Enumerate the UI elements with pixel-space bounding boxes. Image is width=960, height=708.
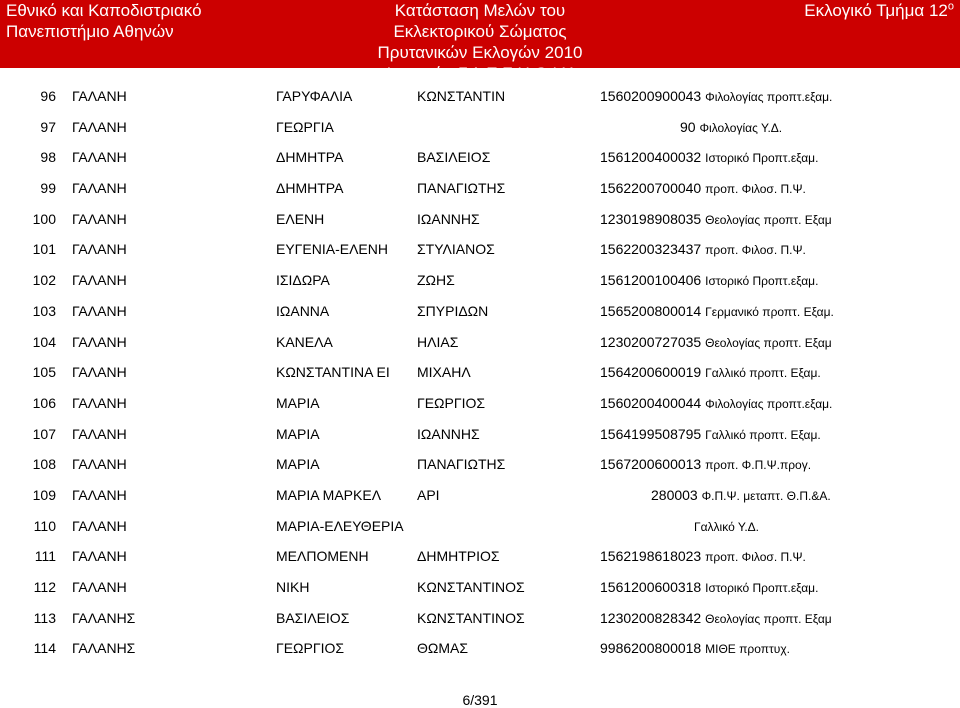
surname-cell: ΓΑΛΑΝΗ — [72, 486, 127, 503]
department: Ιστορικό Προπτ.εξαμ. — [705, 151, 819, 166]
surname-cell: ΓΑΛΑΝΗΣ — [72, 609, 136, 626]
registration-cell — [600, 456, 811, 473]
registration-cell — [600, 426, 821, 443]
student-id: 9986200800018 — [600, 640, 702, 657]
table-row — [0, 82, 960, 113]
first-name-cell: ΜΑΡΙΑ ΜΑΡΚΕΛ — [276, 486, 382, 503]
student-id: 1230200828342 — [600, 609, 702, 626]
department: Γερμανικό προπτ. Εξαμ. — [705, 304, 834, 319]
student-id: 1561200600318 — [600, 579, 702, 595]
surname-cell: ΓΑΛΑΝΗ — [72, 241, 127, 258]
registration-cell — [600, 640, 790, 657]
father-name-cell: ΘΩΜΑΣ — [417, 640, 469, 657]
registration-cell — [694, 518, 759, 535]
registration-cell — [600, 211, 832, 228]
department: προπ. Φιλοσ. Π.Ψ. — [705, 243, 806, 258]
father-name-cell: ΔΗΜΗΤΡΙΟΣ — [417, 548, 500, 565]
registration-cell — [600, 272, 818, 289]
first-name-cell: ΚΑΝΕΛΑ — [276, 333, 333, 350]
title-line1: Κατάσταση Μελών του — [394, 1, 566, 20]
registration-cell — [651, 487, 831, 504]
row-number: 107 — [32, 425, 56, 442]
university-name-line2: Πανεπιστήμιο Αθηνών — [6, 22, 174, 41]
student-id: 1562200323437 — [600, 241, 702, 258]
registration-cell — [600, 548, 806, 565]
table-row — [0, 174, 960, 205]
registration-cell — [600, 88, 832, 105]
surname-cell: ΓΑΛΑΝΗ — [72, 425, 127, 442]
department: Θεολογίας προπτ. Εξαμ — [705, 611, 832, 626]
surname-cell: ΓΑΛΑΝΗ — [72, 548, 127, 565]
registration-cell — [680, 119, 782, 136]
father-name-cell: ΚΩΝΣΤΑΝΤΙΝ — [417, 88, 506, 104]
row-number: 113 — [33, 609, 56, 626]
student-id: 1567200600013 — [600, 456, 702, 473]
registration-cell — [600, 364, 821, 381]
student-id: 1562198618023 — [600, 548, 702, 565]
document-title — [330, 0, 630, 84]
title-line2: Εκλεκτορικού Σώματος — [393, 22, 567, 41]
department: Φιλολογίας προπτ.εξαμ. — [705, 90, 833, 104]
surname-cell: ΓΑΛΑΝΗ — [72, 579, 127, 595]
first-name-cell: ΜΑΡΙΑ — [276, 425, 320, 442]
registration-cell — [600, 303, 834, 320]
student-id: 1564199508795 — [600, 425, 702, 442]
father-name-cell: ΠΑΝΑΓΙΩΤΗΣ — [417, 456, 506, 473]
surname-cell: ΓΑΛΑΝΗ — [72, 394, 127, 411]
row-number: 108 — [32, 456, 56, 473]
first-name-cell: ΕΥΓΕΝΙΑ-ΕΛΕΝΗ — [276, 241, 388, 258]
first-name-cell: ΒΑΣΙΛΕΙΟΣ — [276, 609, 350, 626]
surname-cell: ΓΑΛΑΝΗ — [72, 272, 127, 289]
student-id: 90 — [680, 118, 696, 135]
voter-list — [0, 82, 960, 665]
table-row — [0, 420, 960, 451]
table-row — [0, 634, 960, 665]
row-number: 105 — [32, 364, 56, 381]
first-name-cell: ΙΣΙΔΩΡΑ — [276, 272, 330, 289]
father-name-cell: ΣΠΥΡΙΔΩΝ — [417, 302, 489, 319]
department: Γαλλικό προπτ. Εξαμ. — [705, 427, 821, 442]
table-row — [0, 143, 960, 174]
registration-cell — [600, 149, 818, 166]
first-name-cell: ΔΗΜΗΤΡΑ — [276, 149, 344, 166]
row-number: 99 — [40, 180, 56, 197]
first-name-cell: ΝΙΚΗ — [276, 579, 310, 595]
surname-cell: ΓΑΛΑΝΗ — [72, 88, 127, 104]
surname-cell: ΓΑΛΑΝΗ — [72, 517, 127, 534]
row-number: 101 — [32, 241, 56, 258]
first-name-cell: ΜΑΡΙΑ — [276, 394, 320, 411]
department: Φιλολογίας προπτ.εξαμ. — [705, 396, 833, 411]
first-name-cell: ΓΕΩΡΓΙΟΣ — [276, 640, 344, 657]
table-row — [0, 573, 960, 604]
student-id: 1560200900043 — [600, 88, 702, 104]
surname-cell: ΓΑΛΑΝΗ — [72, 118, 127, 135]
row-number: 109 — [32, 486, 56, 503]
father-name-cell: ΗΛΙΑΣ — [417, 333, 459, 350]
surname-cell: ΓΑΛΑΝΗ — [72, 456, 127, 473]
first-name-cell: ΓΑΡΥΦΑΛΙΑ — [276, 88, 353, 104]
row-number: 96 — [40, 88, 56, 104]
first-name-cell: ΙΩΑΝΝΑ — [276, 302, 330, 319]
surname-cell: ΓΑΛΑΝΗΣ — [72, 640, 136, 657]
table-row — [0, 235, 960, 266]
father-name-cell: ΣΤΥΛΙΑΝΟΣ — [417, 241, 495, 258]
registration-cell — [600, 395, 832, 412]
father-name-cell: ΙΩΑΝΝΗΣ — [417, 210, 480, 227]
registration-cell — [600, 579, 818, 596]
electoral-section-ordinal: ο — [947, 0, 954, 13]
university-name — [6, 0, 202, 42]
department: Ιστορικό Προπτ.εξαμ. — [705, 581, 819, 595]
electoral-section-label: Εκλογικό Τμήμα 12 — [804, 1, 948, 20]
department: προπ. Φιλοσ. Π.Ψ. — [705, 182, 806, 197]
department: Γαλλικό προπτ. Εξαμ. — [705, 366, 821, 381]
first-name-cell: ΕΛΕΝΗ — [276, 210, 325, 227]
electoral-section — [804, 0, 954, 21]
row-number: 111 — [34, 548, 56, 565]
table-row — [0, 266, 960, 297]
first-name-cell: ΜΑΡΙΑ-ΕΛΕΥΘΕΡΙΑ — [276, 517, 404, 534]
table-row — [0, 481, 960, 512]
surname-cell: ΓΑΛΑΝΗ — [72, 149, 127, 166]
first-name-cell: ΜΕΛΠΟΜΕΝΗ — [276, 548, 369, 565]
row-number: 104 — [32, 333, 56, 350]
table-row — [0, 389, 960, 420]
title-line3: Πρυτανικών Εκλογών 2010 — [377, 43, 583, 62]
surname-cell: ΓΑΛΑΝΗ — [72, 210, 127, 227]
department: Θεολογίας προπτ. Εξαμ — [705, 212, 832, 227]
table-row — [0, 358, 960, 389]
table-row — [0, 205, 960, 236]
department: Γαλλικό Υ.Δ. — [694, 519, 760, 534]
father-name-cell: ΙΩΑΝΝΗΣ — [417, 425, 480, 442]
father-name-cell: ΑΡΙ — [417, 486, 440, 503]
surname-cell: ΓΑΛΑΝΗ — [72, 302, 127, 319]
page-header — [0, 0, 960, 83]
registration-cell — [600, 241, 806, 258]
surname-cell: ΓΑΛΑΝΗ — [72, 333, 127, 350]
department: ΜΙΘΕ προπτυχ. — [705, 642, 790, 657]
row-number: 102 — [32, 272, 56, 289]
title-line4: Φοιτητών Γ,Δ,Ε,Ζ,Η,Θ,Ι,Χ, — [382, 64, 578, 83]
table-row — [0, 328, 960, 359]
student-id: 1561200400032 — [600, 149, 702, 166]
registration-cell — [600, 180, 806, 197]
father-name-cell: ΚΩΝΣΤΑΝΤΙΝΟΣ — [417, 609, 525, 626]
first-name-cell: ΚΩΝΣΤΑΝΤΙΝΑ ΕΙ — [276, 364, 390, 381]
student-id: 1561200100406 — [600, 272, 702, 289]
first-name-cell: ΔΗΜΗΤΡΑ — [276, 180, 344, 197]
row-number: 114 — [33, 640, 56, 657]
page-number: 6/391 — [462, 692, 498, 708]
father-name-cell: ΓΕΩΡΓΙΟΣ — [417, 394, 485, 411]
surname-cell: ΓΑΛΑΝΗ — [72, 364, 127, 381]
table-row — [0, 297, 960, 328]
department: Φ.Π.Ψ. μεταπτ. Θ.Π.&Α. — [701, 488, 831, 503]
department: Ιστορικό Προπτ.εξαμ. — [705, 274, 819, 289]
department: Φιλολογίας Υ.Δ. — [699, 120, 783, 135]
father-name-cell: ΠΑΝΑΓΙΩΤΗΣ — [417, 180, 506, 197]
registration-cell — [600, 610, 832, 627]
row-number: 98 — [40, 149, 56, 166]
row-number: 112 — [33, 579, 56, 595]
row-number: 97 — [40, 118, 56, 135]
table-row — [0, 542, 960, 573]
first-name-cell: ΓΕΩΡΓΙΑ — [276, 118, 334, 135]
student-id: 1564200600019 — [600, 364, 702, 381]
department: Θεολογίας προπτ. Εξαμ — [705, 335, 832, 350]
row-number: 110 — [33, 517, 56, 534]
first-name-cell: ΜΑΡΙΑ — [276, 456, 320, 473]
department: προπ. Φιλοσ. Π.Ψ. — [705, 550, 806, 565]
student-id: 1565200800014 — [600, 302, 702, 319]
table-row — [0, 450, 960, 481]
father-name-cell: ΜΙΧΑΗΛ — [417, 364, 471, 381]
row-number: 106 — [32, 394, 56, 411]
father-name-cell: ΒΑΣΙΛΕΙΟΣ — [417, 149, 491, 166]
student-id: 1560200400044 — [600, 394, 702, 411]
student-id: 1230200727035 — [600, 333, 702, 350]
table-row — [0, 512, 960, 543]
student-id: 1230198908035 — [600, 210, 702, 227]
table-row — [0, 604, 960, 635]
student-id: 1562200700040 — [600, 180, 702, 197]
department: προπ. Φ.Π.Ψ.προγ. — [705, 458, 812, 473]
father-name-cell: ΖΩΗΣ — [417, 272, 455, 289]
registration-cell — [600, 334, 832, 351]
row-number: 100 — [32, 210, 56, 227]
university-name-line1: Εθνικό και Καποδιστριακό — [6, 1, 202, 20]
father-name-cell: ΚΩΝΣΤΑΝΤΙΝΟΣ — [417, 579, 525, 595]
table-row — [0, 113, 960, 144]
student-id: 280003 — [651, 486, 698, 503]
surname-cell: ΓΑΛΑΝΗ — [72, 180, 127, 197]
row-number: 103 — [32, 302, 56, 319]
